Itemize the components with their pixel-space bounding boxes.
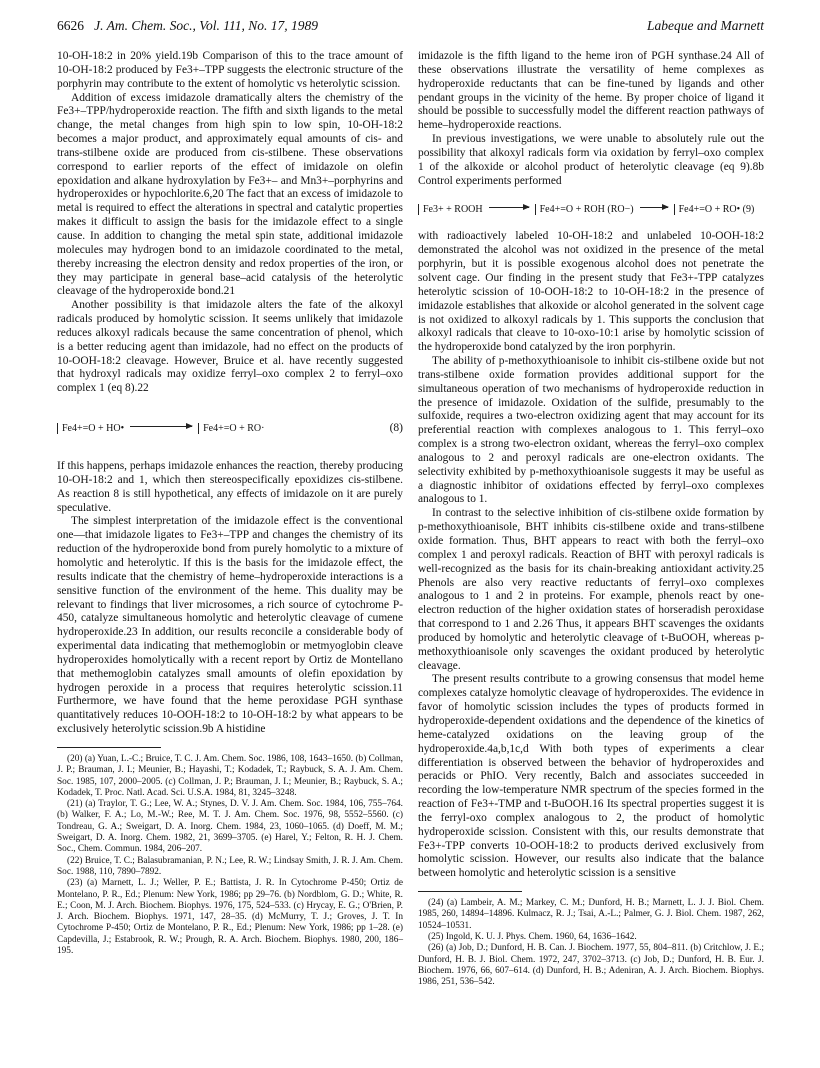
left-column (57, 50, 403, 957)
journal-citation: J. Am. Chem. Soc., Vol. 111, No. 17, 1989 (94, 18, 318, 33)
footnote: (20) (a) Yuan, L.-C.; Bruice, T. C. J. Am. Chem. Soc. 1986, 108, 1643–1650. (b) Collman, J. P.; Brauman, J. I.; Meunier, B.; Hayashi, T.; Kodadek, T.; Raybuck, S. A. J. Am. Chem. Soc. 1985, 107, 2000–2005. (c) Collman, J. P.; Brauman, J. I.; Meunier, B.; Raybuck, S. A.; Kodadek, T. Proc. Natl. Acad. Sci. U.S.A. 1984, 81, 3245–3248. (57, 753, 403, 798)
footnote: (21) (a) Traylor, T. G.; Lee, W. A.; Stynes, D. V. J. Am. Chem. Soc. 1984, 106, 755–764. (b) Walker, F. A.; Lo, M.-W.; Ree, M. T. J. Am. Chem. Soc. 1976, 98, 5552–5560. (c) Tondreau, G. A.; Sweigart, D. A. Inorg. Chem. 1984, 23, 1060–1065. (d) Doeff, M. M.; Sweigart, D. A. Inorg. Chem. 1982, 21, 3699–3705. (e) Harel, Y.; Felton, R. H. J. Chem. Soc., Chem. Commun. 1984, 206–207. (57, 799, 403, 855)
paragraph: The ability of p-methoxythioanisole to inhibit cis-stilbene oxide but not trans-stilbene oxide formation provides additional support for the simultaneous operation of two mechanisms of hydroperoxide reduction in the presence of imidazole. Oxidation of the sulfide, presumably to the sulfoxide, requires a two-electron oxidizing agent that may account for its preferential reaction with complexes analogous to 1. This ferryl–oxo complex is a strong two-electron oxidant, whereas the ferryl–oxo complex analogous to 2 and peroxyl radicals are one-electron oxidants. The selectivity exhibited by p-methoxythioanisole suggests it may be useful as a diagnostic inhibitor of oxidations effected by ferryl–oxo complexes analogous to 1. (418, 355, 764, 506)
footnote: (26) (a) Job, D.; Dunford, H. B. Can. J. Biochem. 1977, 55, 804–811. (b) Critchlow, J. E.; Dunford, H. B. J. Biol. Chem. 1972, 247, 3702–3713. (c) Job, D.; Dunford, H. B. Eur. J. Biochem. 1976, 66, 607–614. (d) Dunford, H. B.; Adeniran, A. J. Arch. Biochem. Biophys. 1986, 251, 536–542. (418, 943, 764, 988)
paragraph: The present results contribute to a growing consensus that model heme complexes catalyze homolytic cleavage of hydroperoxides. The evidence in favor of homolytic scission includes the types of products formed in hydroperoxide-dependent oxidations and the dependence of the kinetics of heme-catalyzed oxidations on the leaving group of the hydroperoxide.4a,b,1c,d With both types of experiments a clear differentiation is observed between the behavior of hydroperoxides and peracids or PhIO. Very recently, Balch and associates succeeded in recording the low-temperature NMR spectrum of the species formed in the reaction of Fe3+-TMP and t-BuOOH.16 Its spectral properties suggest it is the ferryl-oxo complex analogous to 2, the product of homolytic hydroperoxide scission. Consistent with this, our results demonstrate that Fe3+-TPP converts 10-OOH-18:2 to products derived exclusively from homolytic scission. However, our results also indicate that the balance between homolytic and heterolytic scission is a sensitive (418, 673, 764, 880)
equation-intermediate: Fe4+=O + ROH (RO−) (535, 204, 634, 215)
paragraph: If this happens, perhaps imidazole enhances the reaction, thereby producing 10-OH-18:2 and 1, which then stereospecifically epoxidizes cis-stilbene. As reaction 8 is still hypothetical, any effects of imidazole on it are purely speculative. (57, 460, 403, 514)
running-header-left (57, 18, 318, 34)
equation-8 (57, 404, 403, 452)
footnotes (57, 754, 403, 957)
paragraph: Another possibility is that imidazole alters the fate of the alkoxyl radicals produced by homolytic scission. It seems unlikely that imidazole reduces alkoxyl radicals because the same concentration of phenol, which is a better reducing agent than imidazole, had no effect on the products of 10-OOH-18:2 cleavage. However, Bruice et al. have recently suggested that hydroxyl radicals may oxidize ferryl–oxo complex 2 to ferryl–oxo complex 1 (eq 8).22 (57, 299, 403, 395)
running-header-authors: Labeque and Marnett (647, 18, 764, 33)
equation-9 (418, 194, 764, 224)
footnotes (418, 898, 764, 988)
reaction-arrow (489, 207, 529, 208)
paragraph: In contrast to the selective inhibition of cis-stilbene oxide formation by p-methoxythioanisole, BHT inhibits cis-stilbene oxide and trans-stilbene oxide formation. Thus, BHT appears to react with both the ferryl–oxo complex 1 and peroxyl radicals. Reaction of BHT with peroxyl radicals is well-recognized as the basis for its chain-breaking antioxidant activity.25 Phenols are also very reactive reductants of ferryl–oxo complexes analogous to 1 and 2 in proteins. For example, phenols react by one-electron reduction of the higher oxidation states of horseradish peroxidase that correspond to 1 and 2.26 Thus, it appears BHT scavenges the oxidants produced by homolytic and heterolytic cleavage of t-BuOOH, whereas p-methoxythioanisole only scavenges the oxidant produced by heterolytic cleavage. (418, 507, 764, 672)
right-column (418, 50, 764, 988)
footnote: (22) Bruice, T. C.; Balasubramanian, P. N.; Lee, R. W.; Lindsay Smith, J. R. J. Am. Chem. Soc. 1988, 110, 7890–7892. (57, 855, 403, 877)
paragraph: The simplest interpretation of the imidazole effect is the conventional one—that imidazole ligates to Fe3+–TPP and changes the chemistry of its reduction of the hydroperoxide bond from purely homolytic to a mixture of homolytic and heterolytic. If this is the basis for the imidazole effect, the results indicate that the chemistry of heme–hydroperoxide interactions is a sensitive function of the environment of the heme. This duality may be relevant to findings that liver microsomes, a rich source of cytochrome P-450, catalyze simultaneous homolytic and heterolytic cleavage of cumene hydroperoxide.23 In addition, our results reconcile a considerable body of experimental data indicating that methemoglobin or metmyoglobin cleave hydroperoxides homolytically with a recent report by Ortiz de Montellano that methemoglobin catalyzes small amounts of olefin epoxidation by hydrogen peroxide in a process that requires heterolytic scission.11 Furthermore, we have found that the heme peroxidase PGH synthase quantitatively reduces 10-OOH-18:2 to 10-OH-18:2 by what appears to be exclusively heterolytic scission.9b A histidine (57, 515, 403, 736)
equation-rhs: Fe4+=O + RO· (198, 423, 264, 434)
paragraph: with radioactively labeled 10-OH-18:2 and unlabeled 10-OOH-18:2 demonstrated the alcohol was not oxidized in the presence of the metal porphyrin, but it is possible exogenous alcohol does not penetrate the solvent cage. Our finding in the present study that Fe3+-TPP catalyzes heterolytic scission of 10-OOH-18:2 to 10-OH-18:2 in the presence of imidazole establishes that alkoxide or alcohol generated in the solvent cage is not oxidized to alkoxyl radicals by 1. This supports the conclusion that alkoxyl radicals that cleave to 10-oxo-10:1 arise by homolytic scission of the hydroperoxide bond catalyzed by the iron porphyrin. (418, 230, 764, 354)
footnote-rule (418, 891, 522, 892)
page-number: 6626 (57, 18, 84, 33)
footnote: (24) (a) Lambeir, A. M.; Markey, C. M.; Dunford, H. B.; Marnett, L. J. J. Biol. Chem. 1985, 260, 14894–14896. Kulmacz, R. J.; Tsai, A.-L.; Palmer, G. J. Biol. Chem. 1987, 262, 10524–10531. (418, 898, 764, 931)
footnote: (23) (a) Marnett, L. J.; Weller, P. E.; Battista, J. R. In Cytochrome P-450; Ortiz de Montelano, P. R., Ed.; Plenum: New York, 1986; pp 29–76. (b) Nordblom, G. D.; White, R. E.; Coon, M. J. Arch. Biochem. Biophys. 1976, 175, 524–533. (c) Hrycay, E. G.; O'Brien, P. J. Arch. Biochem. Biophys. 1971, 147, 28–35. (d) McMurry, T. J.; Groves, J. T. In Cytochrome P-450; Ortiz de Montelano, P. R., Ed.; Plenum: New York, 1986; pp 1–28. (e) Capdevilla, J.; Estabrook, R. W.; Prough, R. A. Arch. Biochem. Biophys. 1980, 200, 186–195. (57, 878, 403, 957)
paragraph: Addition of excess imidazole dramatically alters the chemistry of the Fe3+–TPP/hydroperoxide reaction. The fifth and sixth ligands to the metal change, the metal changes from high spin to low spin, 10-OH-18:2 becomes a major product, and approximately equal amounts of cis- and trans-stilbene oxide are produced from cis-stilbene. These observations correspond to earlier reports of the effect of imidazole on olefin epoxidation and alkane hydroxylation by Fe3+– and Mn3+–porphyrins and hydroperoxides or hypochlorite.6,20 The fact that an excess of imidazole to metal is required to effect the alterations in spectral and catalytic properties makes it difficult to assign the basis for the imidazole effect to a single cause. In addition to changing the metal spin state, additional imidazole molecules may hydrogen bond to an imidazole coordinated to the metal, thereby increasing the electron density and redox properties of the iron, or they may participate in general base–acid catalysis of the heterolytic cleavage of the hydroperoxide bond.21 (57, 91, 403, 298)
equation-products: Fe4+=O + RO• (9) (674, 204, 755, 215)
equation-reactants: Fe3+ + ROOH (418, 204, 483, 215)
footnote-rule (57, 747, 161, 748)
paragraph: In previous investigations, we were unable to absolutely rule out the possibility that alkoxyl radicals form via oxidation by ferryl–oxo complex 1 of the alkoxide or alcohol product of heterolytic cleavage (eq 9).8b Control experiments performed (418, 133, 764, 187)
equation-number: (8) (389, 422, 403, 435)
reaction-arrow (640, 207, 668, 208)
footnote: (25) Ingold, K. U. J. Phys. Chem. 1960, 64, 1636–1642. (428, 931, 637, 942)
paragraph: 10-OH-18:2 in 20% yield.19b Comparison of this to the trace amount of 10-OH-18:2 produced by Fe3+–TPP suggests the electronic structure of the porphyrin may contribute to the extent of homolytic vs heterolytic scission. (57, 50, 403, 90)
paragraph: imidazole is the fifth ligand to the heme iron of PGH synthase.24 All of these observations illustrate the versatility of heme complexes as hydroperoxide reductants that can be fine-tuned by ligands and other pendant groups in the vicinity of the heme. By proper choice of ligand it should be possible to successfully model the different reaction pathways of heme–hydroperoxide reactions. (418, 50, 764, 132)
reaction-arrow (130, 426, 192, 427)
equation-lhs: Fe4+=O + HO• (57, 423, 124, 434)
